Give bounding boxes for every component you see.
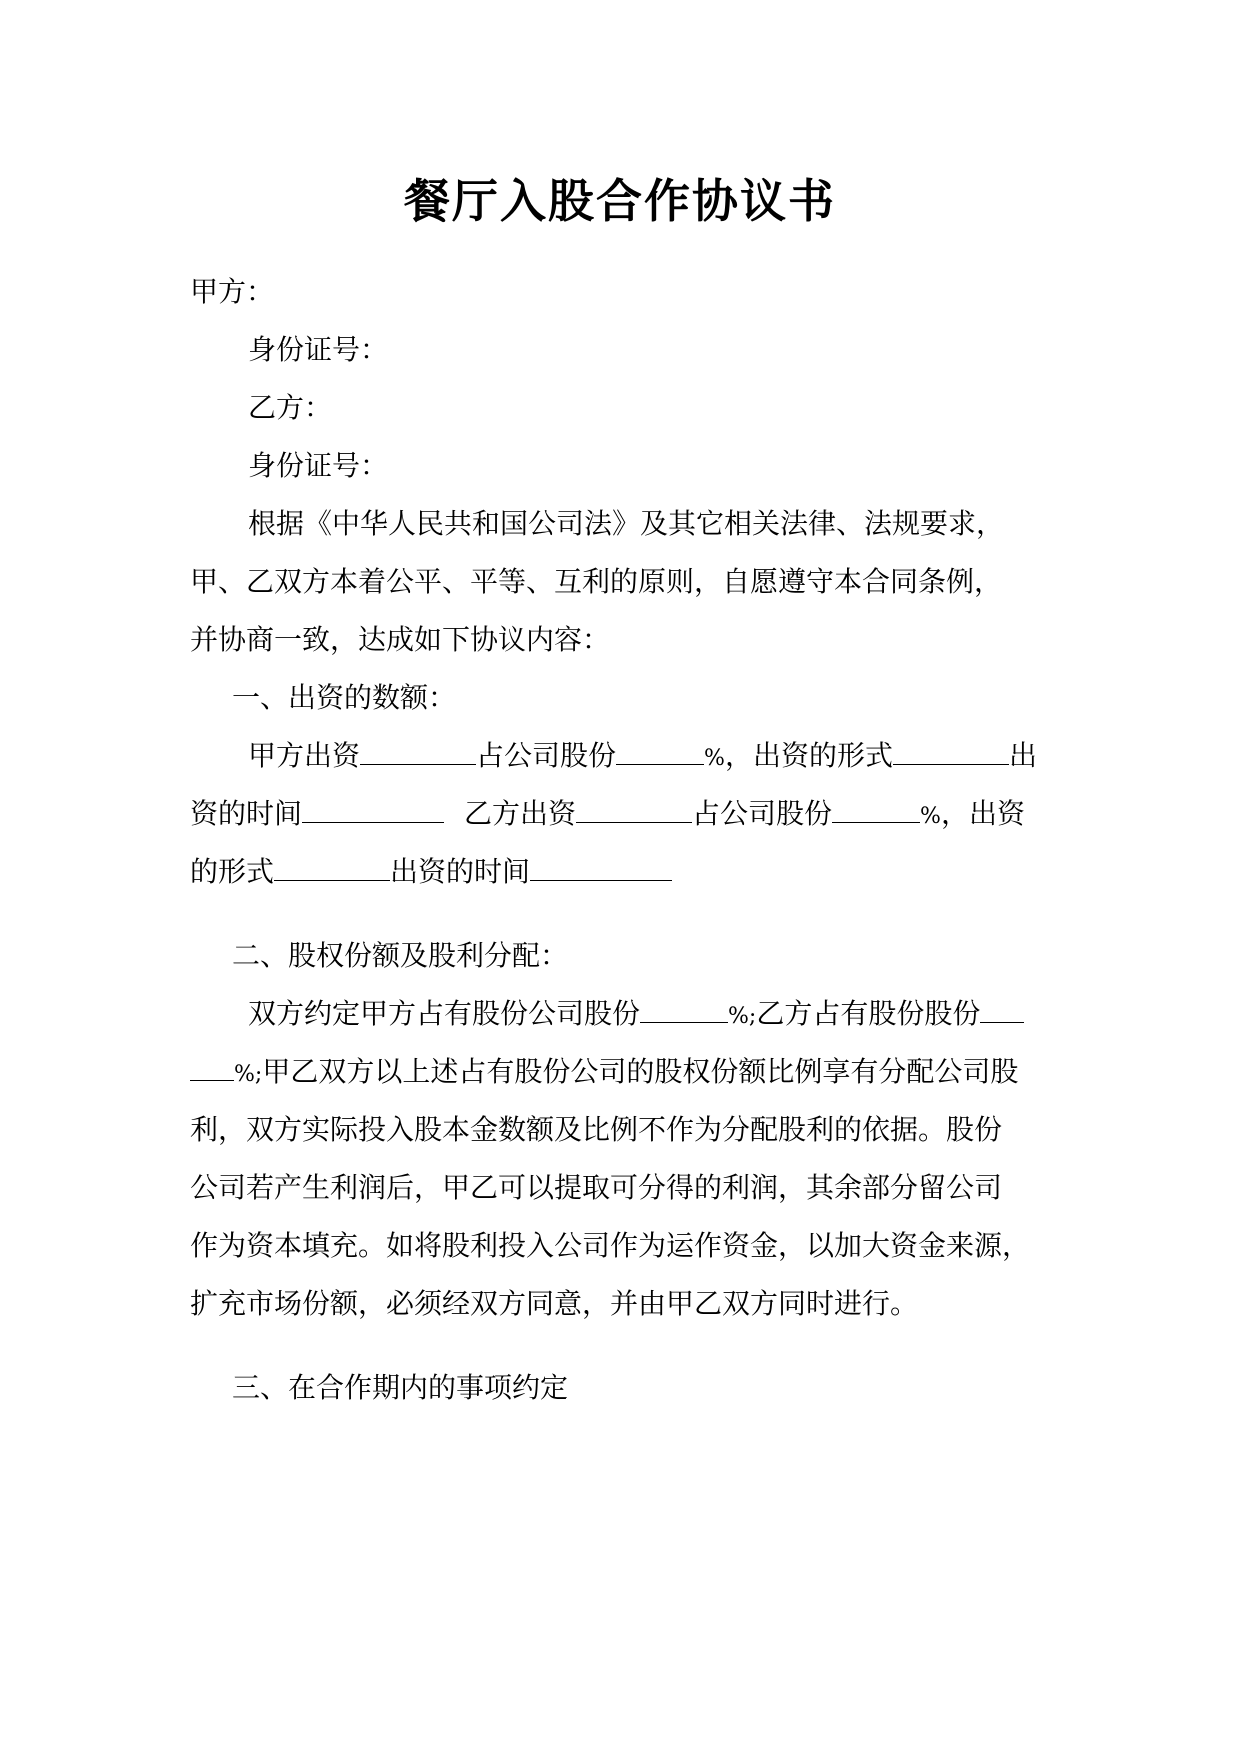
section1-line-1 [190, 724, 1128, 791]
blank-s2-b-share-part1[interactable] [980, 1000, 1024, 1023]
party-a-label: 甲方： [190, 275, 275, 308]
section3-heading: 三、在合作期内的事项约定 [232, 1371, 569, 1404]
section1-heading: 一、出资的数额： [232, 681, 457, 714]
text-s2-1: 双方约定甲方占有股份公司股份 [248, 997, 641, 1030]
preamble-line-1: 根据《中华人民共和国公司法》及其它相关法律、法规要求， [248, 507, 1005, 540]
blank-s2-b-share-part2[interactable] [190, 1058, 234, 1081]
blank-a-time[interactable] [302, 800, 444, 823]
text-de-form: 的形式 [190, 855, 275, 888]
text-share: 占公司股份 [476, 739, 617, 772]
blank-b-amount[interactable] [576, 800, 692, 823]
text-b-invest: 乙方出资 [464, 797, 577, 830]
preamble-line-2: 甲、乙双方本着公平、平等、互利的原则，自愿遵守本合同条例， [190, 565, 1003, 598]
blank-a-amount[interactable] [360, 742, 476, 765]
blank-b-form[interactable] [274, 858, 390, 881]
text-share-2: 占公司股份 [692, 797, 833, 830]
section2-line-5: 作为资本填充。如将股利投入公司作为运作资金，以加大资金来源， [190, 1229, 1031, 1262]
text-form: ，出资的形式 [724, 739, 893, 772]
text-s2-2: 乙方占有股份股份 [756, 997, 981, 1030]
text-chu: 出 [1008, 739, 1037, 772]
section2-heading: 二、股权份额及股利分配： [232, 939, 569, 972]
section2-line-1 [190, 982, 1128, 1049]
text-a-invest: 甲方出资 [248, 739, 361, 772]
section2-line-6: 扩充市场份额，必须经双方同意，并由甲乙双方同时进行。 [190, 1287, 919, 1320]
blank-b-share[interactable] [832, 800, 920, 823]
text-comma-chuzi: ，出资 [940, 797, 1025, 830]
section2-line-4: 公司若产生利润后，甲乙可以提取可分得的利润，其余部分留公司 [190, 1171, 1003, 1204]
party-b-label: 乙方： [248, 391, 333, 424]
section1-line-2 [190, 782, 1070, 849]
document-title: 餐厅入股合作协议书 [404, 174, 836, 228]
text-pct-2: % [920, 804, 941, 829]
section2-line-2 [190, 1040, 1070, 1107]
preamble-line-3: 并协商一致，达成如下协议内容： [190, 623, 611, 656]
section2-line-3: 利，双方实际投入股本金数额及比例不作为分配股利的依据。股份 [190, 1113, 1003, 1146]
party-a-id-label: 身份证号： [248, 333, 389, 366]
text-invest-time: 出资的时间 [390, 855, 531, 888]
text-s2-3: 甲乙双方以上述占有股份公司的股权份额比例享有分配公司股 [262, 1055, 1019, 1088]
text-s2-pct-1: %; [728, 1004, 757, 1029]
blank-a-form[interactable] [893, 742, 1009, 765]
text-s2-pct-2: %; [234, 1062, 263, 1087]
text-zi-time: 资的时间 [190, 797, 303, 830]
blank-s2-a-share[interactable] [640, 1000, 728, 1023]
party-b-id-label: 身份证号： [248, 449, 389, 482]
text-pct: % [704, 746, 725, 771]
section1-line-3 [190, 840, 1070, 904]
blank-a-share[interactable] [616, 742, 704, 765]
blank-b-time[interactable] [530, 858, 672, 881]
